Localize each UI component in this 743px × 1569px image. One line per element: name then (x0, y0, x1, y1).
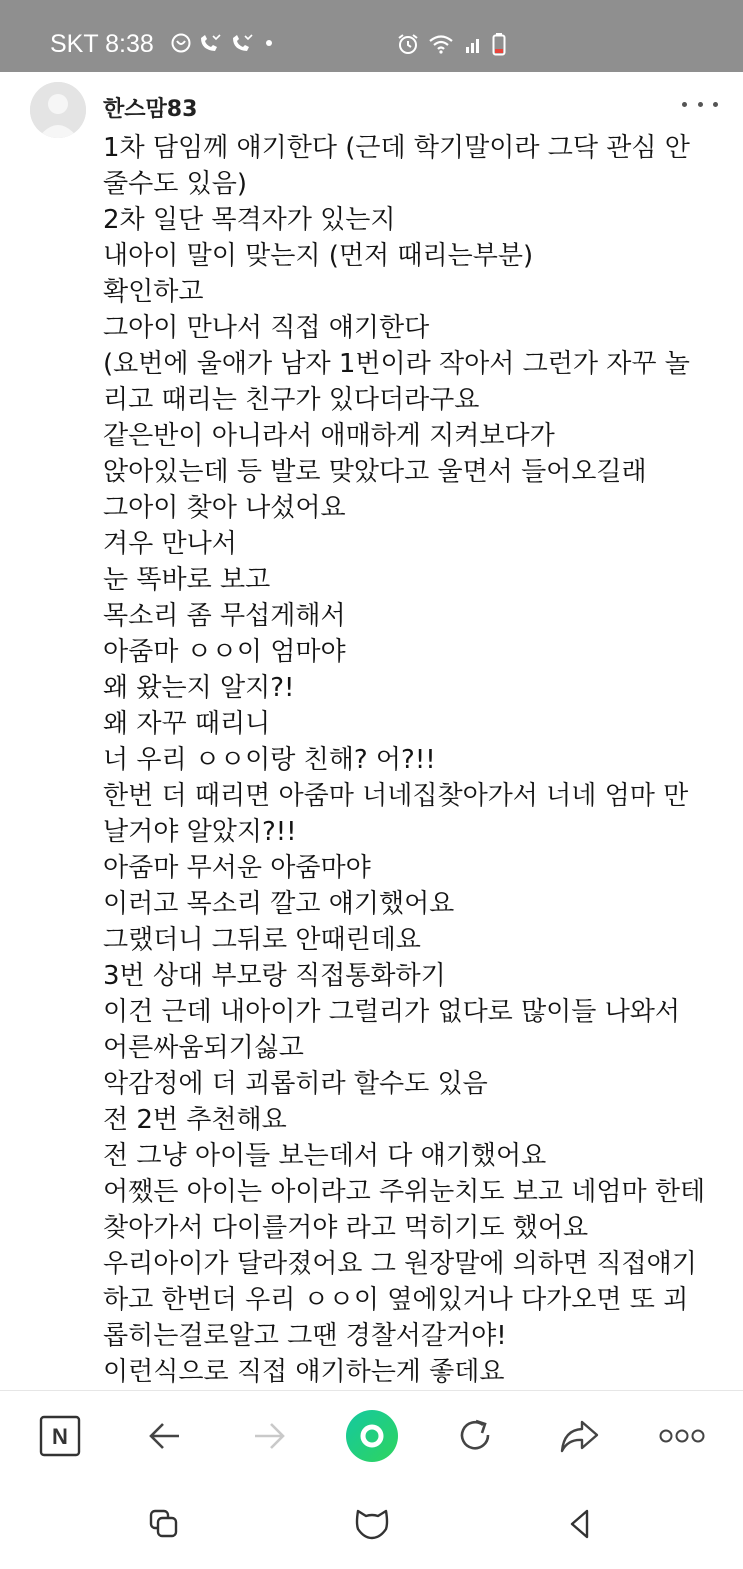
comment-line: 어쨌든 아이는 아이라고 주위눈치도 보고 네엄마 한테 (103, 1177, 706, 1207)
back-icon (565, 1507, 595, 1541)
home-icon (354, 1507, 390, 1541)
comment-line: 찾아가서 다이를거야 라고 먹히기도 했어요 (103, 1213, 589, 1243)
comment-line: 아줌마 무서운 아줌마야 (103, 853, 371, 883)
comment-line: 전 2번 추천해요 (103, 1105, 287, 1135)
comment-line: 이런식으로 직접 얘기하는게 좋데요 (103, 1357, 505, 1387)
system-navigation-bar (0, 1481, 743, 1569)
share-icon (557, 1414, 601, 1458)
naver-n-icon (38, 1414, 82, 1458)
comment-line: 하고 한번더 우리 ㅇㅇ이 옆에있거나 다가오면 또 괴 (103, 1285, 689, 1315)
comment-line: 어른싸움되기싫고 (103, 1033, 304, 1063)
comment (0, 72, 743, 1390)
comment-line: 롭히는걸로알고 그땐 경찰서갈거야! (103, 1321, 507, 1351)
comment-line: 왜 왔는지 알지?! (103, 673, 295, 703)
recent-apps-icon (147, 1507, 181, 1541)
comment-line: 아줌마 ㅇㅇ이 엄마야 (103, 637, 346, 667)
comment-body (103, 130, 723, 1390)
signal-icon (464, 33, 484, 55)
comment-line: 3번 상대 부모랑 직접통화하기 (103, 961, 446, 991)
dot-icon (698, 102, 703, 107)
back-arrow-icon (145, 1416, 185, 1456)
comment-line: 너 우리 ㅇㅇ이랑 친해? 어?!! (103, 745, 436, 775)
more-options-button[interactable] (682, 92, 718, 116)
missed-call-icon (198, 32, 224, 54)
back-nav-button[interactable] (557, 1501, 603, 1547)
more-dots-icon (658, 1426, 706, 1446)
refresh-button[interactable] (452, 1413, 498, 1459)
avatar[interactable] (30, 82, 86, 138)
wifi-icon (428, 33, 456, 55)
share-button[interactable] (556, 1413, 602, 1459)
dot-icon (713, 102, 718, 107)
comment-line: 리고 때리는 친구가 있다더라구요 (103, 385, 480, 415)
status-bar (0, 0, 743, 72)
comment-line: 눈 똑바로 보고 (103, 565, 271, 595)
missed-call-icon (230, 32, 256, 54)
browser-toolbar (0, 1391, 743, 1481)
dot-icon (682, 102, 687, 107)
comment-line: 같은반이 아니라서 애매하게 지켜보다가 (103, 421, 555, 451)
comment-line: 그아이 만나서 직접 얘기한다 (103, 313, 430, 343)
comment-line: 악감정에 더 괴롭히라 할수도 있음 (103, 1069, 488, 1099)
comment-line: 그랬더니 그뒤로 안때린데요 (103, 925, 421, 955)
forward-button[interactable] (246, 1413, 292, 1459)
naver-n-label: N (52, 1424, 68, 1449)
comment-line: 날거야 알았지?!! (103, 817, 297, 847)
home-button[interactable] (349, 1501, 395, 1547)
forward-arrow-icon (249, 1416, 289, 1456)
comment-line: 그아이 찾아 나섰어요 (103, 493, 346, 523)
naver-n-button[interactable] (37, 1413, 83, 1459)
comment-line: 1차 담임께 얘기한다 (근데 학기말이라 그닥 관심 안 (103, 133, 690, 163)
carrier-time: SKT 8:38 (50, 30, 154, 58)
comment-line: 우리아이가 달라졌어요 그 원장말에 의하면 직접얘기 (103, 1249, 697, 1279)
back-button[interactable] (142, 1413, 188, 1459)
comment-line: 확인하고 (103, 277, 204, 307)
notification-icons (170, 32, 276, 54)
comment-line: 전 그냥 아이들 보는데서 다 얘기했어요 (103, 1141, 547, 1171)
comment-line: 내아이 말이 맞는지 (먼저 때리는부분) (103, 241, 534, 271)
comment-line: (요번에 울애가 남자 1번이라 작아서 그런가 자꾸 놀 (103, 349, 690, 379)
comment-line: 왜 자꾸 때리니 (103, 709, 271, 739)
comment-line: 이러고 목소리 깔고 얘기했어요 (103, 889, 455, 919)
battery-low-icon (492, 32, 506, 56)
call-forwarding-icon (170, 32, 192, 54)
dot-icon (262, 32, 276, 54)
refresh-icon (454, 1415, 496, 1457)
recent-apps-button[interactable] (141, 1501, 187, 1547)
comment-line: 앉아있는데 등 발로 맞았다고 울면서 들어오길래 (103, 457, 647, 487)
comment-line: 목소리 좀 무섭게해서 (103, 601, 346, 631)
green-home-button[interactable] (343, 1407, 401, 1465)
system-status-icons (396, 32, 506, 56)
comment-line: 줄수도 있음) (103, 169, 247, 199)
comment-line: 2차 일단 목격자가 있는지 (103, 205, 396, 235)
comment-line: 겨우 만나서 (103, 529, 237, 559)
comment-line: 한번 더 때리면 아줌마 너네집찾아가서 너네 엄마 만 (103, 781, 689, 811)
default-avatar-icon (30, 82, 86, 138)
more-menu-button[interactable] (658, 1413, 706, 1459)
comment-line: 이건 근데 내아이가 그럴리가 없다로 많이들 나와서 (103, 997, 681, 1027)
alarm-icon (396, 33, 420, 55)
green-home-icon (344, 1408, 400, 1464)
username[interactable]: 한스맘83 (103, 97, 198, 122)
